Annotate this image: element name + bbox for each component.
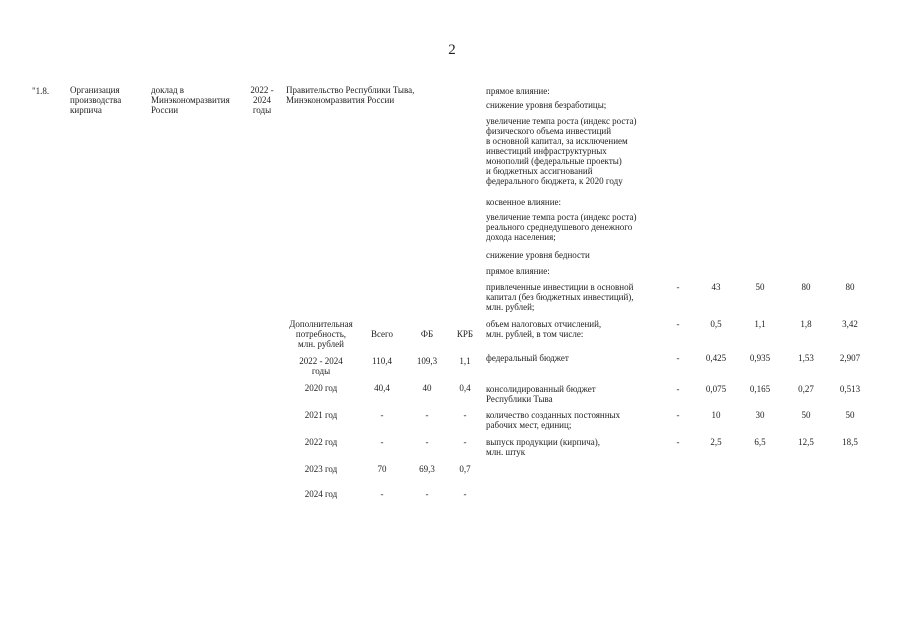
measure-executors — [286, 85, 466, 105]
financing-row-krb: - — [463, 437, 467, 447]
financing-period-line: 2022 год — [304, 437, 338, 447]
effect-line: инвестиций инфраструктурных — [486, 146, 607, 156]
financing-row-period — [284, 437, 358, 447]
effect-value: 0,425 — [705, 353, 727, 363]
effect-text — [486, 116, 661, 186]
effect-value: 0,935 — [749, 353, 771, 363]
financing-row-period — [284, 489, 358, 499]
effect-line: прямое влияние: — [486, 86, 550, 96]
effect-line: млн. рублей, в том числе: — [486, 329, 584, 339]
financing-row-total: - — [380, 410, 384, 420]
effect-text — [486, 282, 661, 312]
effect-value: - — [676, 410, 680, 420]
financing-header-line: млн. рублей — [298, 339, 344, 349]
effect-line: консолидированный бюджет — [486, 384, 596, 394]
financing-row-krb: - — [463, 410, 467, 420]
effect-text — [486, 384, 661, 404]
financing-row-total: 110,4 — [372, 356, 392, 366]
effect-value: 0,075 — [705, 384, 727, 394]
executor-line: Минэкономразвития России — [286, 95, 395, 105]
effect-line: в основной капитал, за исключением — [486, 136, 628, 146]
effect-value: 0,513 — [839, 384, 861, 394]
financing-period-line: годы — [311, 366, 331, 376]
effect-text — [486, 86, 661, 96]
effect-line: прямое влияние: — [486, 266, 550, 276]
effect-line: Республики Тыва — [486, 394, 553, 404]
row-number: "1.8. — [32, 86, 50, 96]
financing-row-krb: 0,7 — [459, 464, 471, 474]
effect-line: млн. рублей; — [486, 302, 535, 312]
effect-value: 0,5 — [710, 319, 722, 329]
measure-name — [70, 85, 148, 115]
financing-row-total: - — [380, 489, 384, 499]
effect-line: реального среднедушевого денежного — [486, 222, 633, 232]
financing-row-krb: - — [463, 489, 467, 499]
effect-line: количество созданных постоянных — [486, 410, 621, 420]
financing-row-fb: - — [425, 437, 429, 447]
effect-line: снижение уровня безработицы; — [486, 100, 607, 110]
effect-line: дохода населения; — [486, 232, 556, 242]
effect-text — [486, 266, 661, 276]
effect-line: увеличение темпа роста (индекс роста) — [486, 116, 637, 126]
financing-row-fb: 109,3 — [416, 356, 438, 366]
effect-value: - — [676, 319, 680, 329]
effect-line: косвенное влияние: — [486, 197, 562, 207]
effect-line: выпуск продукции (кирпича), — [486, 437, 601, 447]
effect-line: федеральный бюджет — [486, 353, 569, 363]
effect-value: 50 — [845, 410, 855, 420]
basis-line: Минэкономразвития — [151, 95, 230, 105]
financing-row-period — [284, 356, 358, 376]
effect-value: 80 — [845, 282, 855, 292]
financing-row-fb: 40 — [422, 383, 432, 393]
financing-row-period — [284, 410, 358, 420]
financing-period-line: 2021 год — [304, 410, 338, 420]
executor-line: Правительство Республики Тыва, — [286, 85, 415, 95]
effect-value: 2,5 — [710, 437, 722, 447]
financing-row-fb: - — [425, 489, 429, 499]
effect-line: млн. штук — [486, 447, 526, 457]
basis-line: доклад в — [151, 85, 185, 95]
effect-line: увеличение темпа роста (индекс роста) — [486, 212, 637, 222]
financing-header-need — [284, 319, 358, 349]
financing-header-total: Всего — [370, 329, 394, 339]
financing-period-line: 2024 год — [304, 489, 338, 499]
effect-value: 10 — [711, 410, 721, 420]
effect-value: 6,5 — [754, 437, 766, 447]
effect-value: - — [676, 384, 680, 394]
effect-value: 30 — [755, 410, 765, 420]
effect-value: 50 — [755, 282, 765, 292]
period-line: годы — [252, 105, 272, 115]
financing-header-fb: ФБ — [420, 329, 434, 339]
page-number: 2 — [448, 42, 456, 58]
financing-row-krb: 0,4 — [459, 383, 471, 393]
financing-row-period — [284, 464, 358, 474]
measure-period — [244, 85, 280, 115]
effect-value: 1,53 — [798, 353, 814, 363]
effect-line: снижение уровня бедности — [486, 250, 590, 260]
financing-row-fb: 69,3 — [419, 464, 435, 474]
effect-value: 50 — [801, 410, 811, 420]
effect-text — [486, 250, 661, 260]
effect-text — [486, 100, 661, 110]
measure-name-line: Организация — [70, 85, 120, 95]
effect-value: 3,42 — [842, 319, 858, 329]
basis-line: России — [151, 105, 179, 115]
effect-line: монополий (федеральные проекты) — [486, 156, 622, 166]
effect-text — [486, 437, 661, 457]
effect-value: - — [676, 282, 680, 292]
effect-value: 2,907 — [839, 353, 861, 363]
financing-row-period — [284, 383, 358, 393]
effect-value: 80 — [801, 282, 811, 292]
effect-line: привлеченные инвестиции в основной — [486, 282, 634, 292]
measure-name-line: кирпича — [70, 105, 102, 115]
financing-row-fb: - — [425, 410, 429, 420]
effect-value: 1,8 — [800, 319, 812, 329]
period-line: 2024 — [253, 95, 271, 105]
effect-line: объем налоговых отчислений, — [486, 319, 602, 329]
effect-text — [486, 197, 661, 207]
effect-text — [486, 410, 661, 430]
effect-value: 1,1 — [754, 319, 766, 329]
effect-text — [486, 212, 661, 242]
measure-name-line: производства — [70, 95, 122, 105]
effect-value: 0,165 — [749, 384, 771, 394]
effect-line: и бюджетных ассигнований — [486, 166, 593, 176]
financing-period-line: 2022 - 2024 — [299, 356, 343, 366]
financing-period-line: 2020 год — [304, 383, 338, 393]
effect-line: рабочих мест, единиц; — [486, 420, 572, 430]
financing-header-line: Дополнительная — [289, 319, 353, 329]
measure-basis — [151, 85, 246, 115]
financing-row-total: 40,4 — [374, 383, 390, 393]
effect-value: - — [676, 353, 680, 363]
financing-row-krb: 1,1 — [459, 356, 471, 366]
effect-value: - — [676, 437, 680, 447]
financing-row-total: - — [380, 437, 384, 447]
effect-text — [486, 353, 661, 363]
effect-line: физического объема инвестиций — [486, 126, 612, 136]
financing-header-krb: КРБ — [456, 329, 474, 339]
effect-value: 12,5 — [798, 437, 814, 447]
financing-row-total: 70 — [377, 464, 387, 474]
effect-line: федерального бюджета, к 2020 году — [486, 176, 623, 186]
effect-text — [486, 319, 661, 339]
financing-header-line: потребность, — [295, 329, 347, 339]
effect-value: 18,5 — [842, 437, 858, 447]
effect-value: 43 — [711, 282, 721, 292]
period-line: 2022 - — [250, 85, 274, 95]
effect-line: капитал (без бюджетных инвестиций), — [486, 292, 634, 302]
effect-value: 0,27 — [798, 384, 814, 394]
financing-period-line: 2023 год — [304, 464, 338, 474]
